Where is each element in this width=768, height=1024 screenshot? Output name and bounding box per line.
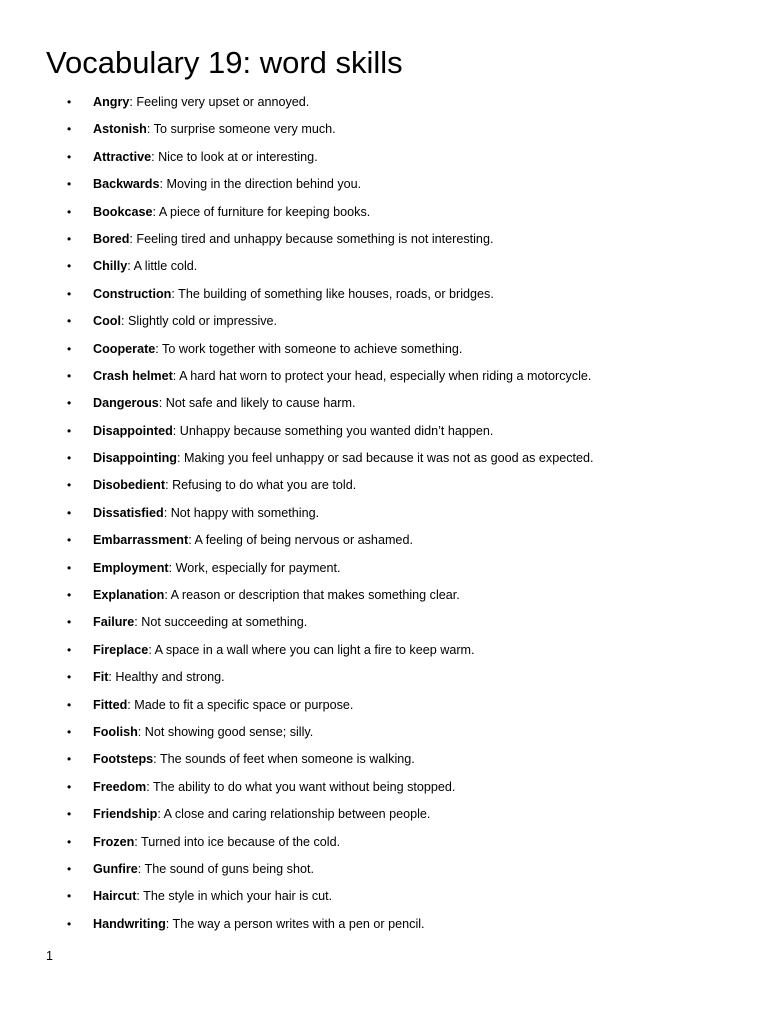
term: Failure	[93, 615, 135, 630]
definition: : A piece of furniture for keeping books.	[152, 204, 371, 219]
list-item	[0, 390, 768, 417]
bullet-icon: •	[67, 177, 72, 192]
list-item	[0, 911, 768, 938]
term: Employment	[93, 560, 169, 575]
bullet-icon: •	[67, 231, 72, 246]
term: Haircut	[93, 889, 137, 904]
bullet-icon: •	[67, 642, 72, 657]
definition: : The style in which your hair is cut.	[136, 889, 333, 904]
term: Explanation	[93, 588, 165, 603]
vocabulary-list	[0, 89, 768, 938]
definition: : Work, especially for payment.	[168, 560, 341, 575]
page-number: 1	[46, 949, 54, 963]
list-item	[0, 116, 768, 143]
definition: : A reason or description that makes something clear.	[164, 588, 460, 603]
list-item	[0, 719, 768, 746]
list-item	[0, 582, 768, 609]
list-item	[0, 445, 768, 472]
list-item	[0, 856, 768, 883]
bullet-icon: •	[67, 423, 72, 438]
definition: : The building of something like houses, roads, or bridges.	[171, 286, 494, 301]
list-item	[0, 774, 768, 801]
bullet-icon: •	[67, 697, 72, 712]
definition: : Moving in the direction behind you.	[159, 177, 362, 192]
bullet-icon: •	[67, 615, 72, 630]
definition: : Refusing to do what you are told.	[165, 478, 357, 493]
term: Friendship	[93, 807, 158, 822]
bullet-icon: •	[67, 368, 72, 383]
list-item	[0, 609, 768, 636]
definition: : Made to fit a specific space or purpose.	[127, 697, 354, 712]
bullet-icon: •	[67, 204, 72, 219]
list-item	[0, 664, 768, 691]
term: Foolish	[93, 724, 138, 739]
definition: : A feeling of being nervous or ashamed.	[188, 533, 413, 548]
list-item	[0, 253, 768, 280]
definition: : Nice to look at or interesting.	[151, 149, 318, 164]
list-item	[0, 829, 768, 856]
list-item	[0, 281, 768, 308]
definition: : A space in a wall where you can light a fire to keep warm.	[148, 642, 475, 657]
term: Footsteps	[93, 752, 154, 767]
definition: : A hard hat worn to protect your head, especially when riding a motorcycle.	[172, 368, 592, 383]
list-item	[0, 500, 768, 527]
list-item	[0, 472, 768, 499]
bullet-icon: •	[67, 560, 72, 575]
bullet-icon: •	[67, 834, 72, 849]
list-item	[0, 199, 768, 226]
list-item	[0, 746, 768, 773]
list-item	[0, 171, 768, 198]
bullet-icon: •	[67, 259, 72, 274]
term: Frozen	[93, 834, 135, 849]
term: Fit	[93, 670, 109, 685]
bullet-icon: •	[67, 779, 72, 794]
definition: : The sound of guns being shot.	[137, 861, 314, 876]
definition: : Not safe and likely to cause harm.	[158, 396, 356, 411]
term: Embarrassment	[93, 533, 189, 548]
list-item	[0, 692, 768, 719]
bullet-icon: •	[67, 861, 72, 876]
term: Cool	[93, 314, 121, 329]
bullet-icon: •	[67, 724, 72, 739]
term: Disappointing	[93, 451, 177, 466]
term: Astonish	[93, 122, 147, 137]
page-title: Vocabulary 19: word skills	[46, 45, 403, 80]
list-item	[0, 801, 768, 828]
bullet-icon: •	[67, 916, 72, 931]
bullet-icon: •	[67, 588, 72, 603]
term: Chilly	[93, 259, 128, 274]
definition: : To work together with someone to achieve something.	[155, 341, 463, 356]
term: Freedom	[93, 779, 147, 794]
definition: : Not showing good sense; silly.	[137, 724, 314, 739]
bullet-icon: •	[67, 314, 72, 329]
list-item	[0, 883, 768, 910]
bullet-icon: •	[67, 807, 72, 822]
bullet-icon: •	[67, 478, 72, 493]
list-item	[0, 637, 768, 664]
definition: : The ability to do what you want without being stopped.	[146, 779, 456, 794]
term: Attractive	[93, 149, 152, 164]
definition: : Unhappy because something you wanted didn’t happen.	[172, 423, 494, 438]
term: Bookcase	[93, 204, 153, 219]
bullet-icon: •	[67, 95, 72, 109]
bullet-icon: •	[67, 670, 72, 685]
term: Disobedient	[93, 478, 166, 493]
definition: : The way a person writes with a pen or pencil.	[165, 916, 425, 931]
definition: : Slightly cold or impressive.	[120, 314, 278, 329]
bullet-icon: •	[67, 451, 72, 466]
list-item	[0, 144, 768, 171]
term: Construction	[93, 286, 172, 301]
term: Fitted	[93, 697, 128, 712]
term: Fireplace	[93, 642, 149, 657]
term: Handwriting	[93, 916, 166, 931]
definition: : Turned into ice because of the cold.	[134, 834, 341, 849]
definition: : A little cold.	[127, 259, 198, 274]
term: Gunfire	[93, 861, 138, 876]
list-item	[0, 336, 768, 363]
list-item	[0, 226, 768, 253]
bullet-icon: •	[67, 505, 72, 520]
definition: : A close and caring relationship between people.	[157, 807, 431, 822]
term: Disappointed	[93, 423, 173, 438]
term: Cooperate	[93, 341, 156, 356]
term: Crash helmet	[93, 368, 173, 383]
list-item	[0, 555, 768, 582]
list-item	[0, 418, 768, 445]
definition: : To surprise someone very much.	[146, 122, 336, 137]
definition: : Not succeeding at something.	[134, 615, 308, 630]
bullet-icon: •	[67, 396, 72, 411]
term: Dangerous	[93, 396, 159, 411]
term: Dissatisfied	[93, 505, 164, 520]
definition: : Not happy with something.	[163, 505, 320, 520]
bullet-icon: •	[67, 752, 72, 767]
bullet-icon: •	[67, 889, 72, 904]
list-item	[0, 527, 768, 554]
list-item	[0, 363, 768, 390]
bullet-icon: •	[67, 286, 72, 301]
bullet-icon: •	[67, 149, 72, 164]
bullet-icon: •	[67, 122, 72, 137]
term: Bored	[93, 231, 130, 246]
definition: : Healthy and strong.	[108, 670, 225, 685]
definition: : Making you feel unhappy or sad because it was not as good as expected.	[176, 451, 594, 466]
bullet-icon: •	[67, 533, 72, 548]
bullet-icon: •	[67, 341, 72, 356]
list-item	[0, 89, 768, 116]
term: Angry	[93, 95, 130, 109]
definition: : The sounds of feet when someone is walking.	[153, 752, 415, 767]
definition: : Feeling very upset or annoyed.	[129, 95, 310, 109]
list-item	[0, 308, 768, 335]
definition: : Feeling tired and unhappy because something is not interesting.	[129, 231, 494, 246]
term: Backwards	[93, 177, 160, 192]
